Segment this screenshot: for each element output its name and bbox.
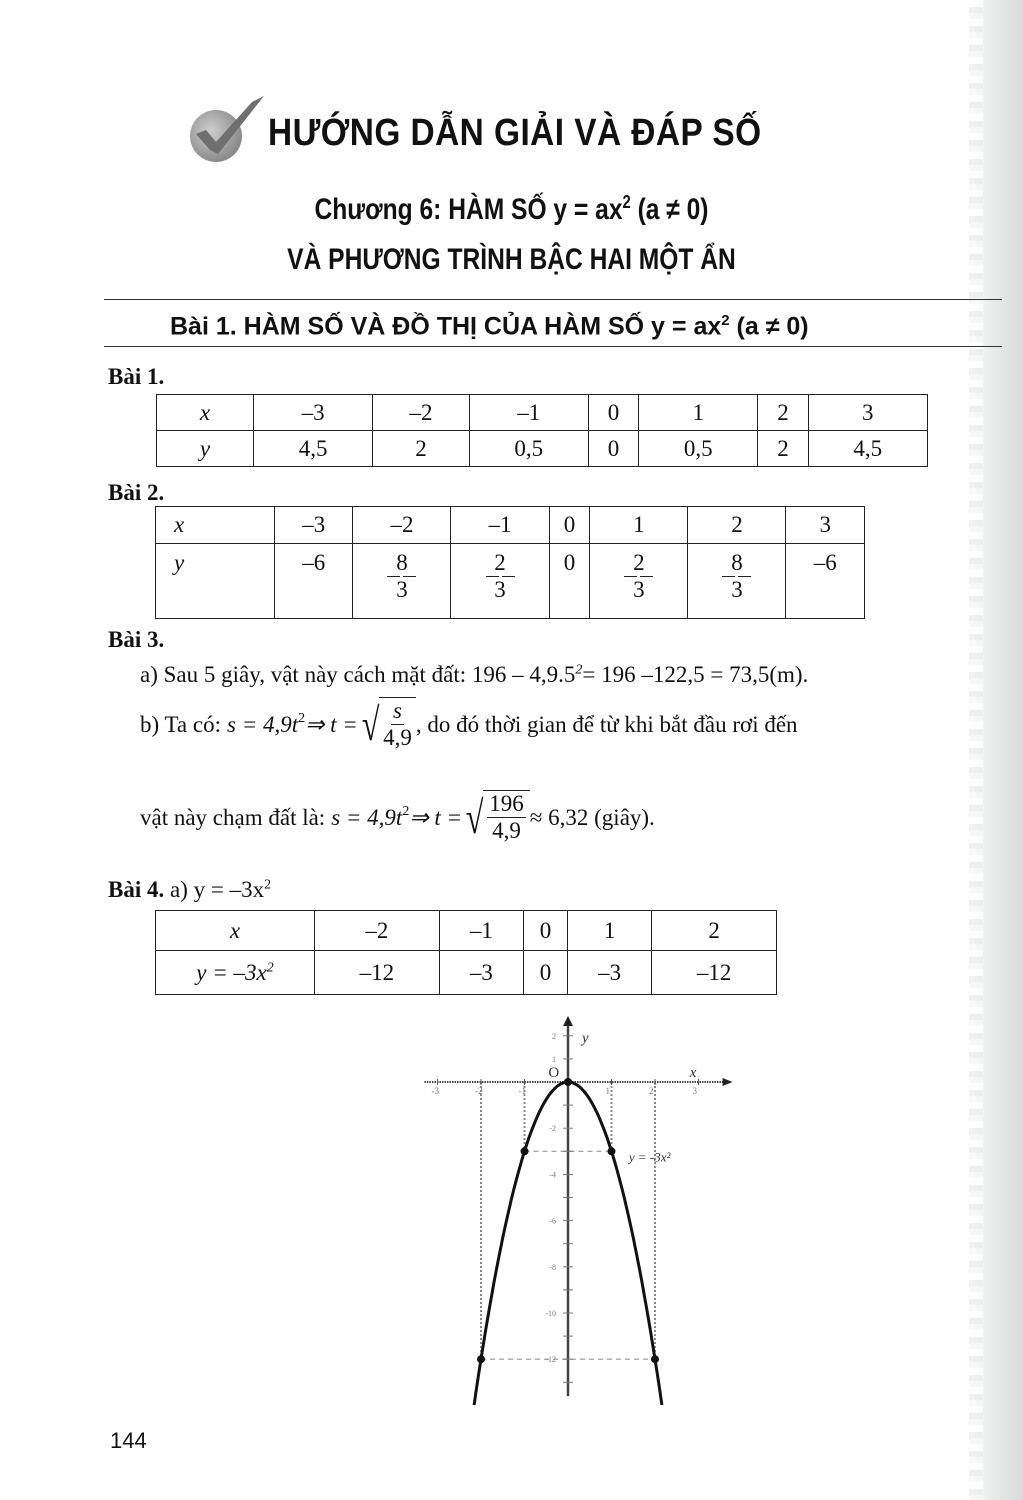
bai2-cell-x: 2 — [688, 507, 786, 544]
bai4-header-y — [156, 951, 315, 995]
bai1-cell-y: 2 — [758, 431, 808, 467]
radical-icon: √ — [465, 792, 484, 843]
radical-icon: √ — [361, 699, 380, 750]
bai4-row-y — [156, 951, 777, 995]
bai4-row-x — [156, 911, 777, 951]
chapter-title — [92, 192, 931, 227]
chapter-title-suffix: (a ≠ 0) — [630, 193, 709, 226]
bai4-label: Bài 4. — [108, 877, 165, 902]
bai2-table — [155, 506, 865, 619]
bai2-cell-y — [353, 544, 451, 619]
bai2-row-y — [156, 544, 865, 619]
bai3-b-formula: s = 4,9t — [227, 712, 299, 737]
page-title: HƯỚNG DẪN GIẢI VÀ ĐÁP SỐ — [268, 112, 762, 154]
data-point — [564, 1078, 572, 1086]
x-axis-label: x — [689, 1065, 697, 1081]
fraction-numerator: 8 — [396, 550, 408, 575]
data-point — [521, 1147, 529, 1155]
bai3-c-prefix: vật này chạm đất là: — [140, 805, 326, 830]
bai4-cell-y: 0 — [524, 951, 568, 995]
y-tick-label: -6 — [549, 1216, 556, 1226]
bai3-a-sup: 2 — [575, 662, 583, 678]
bai3-c-formula: s = 4,9t — [331, 805, 403, 830]
y-axis-arrow-icon — [563, 1016, 573, 1026]
y-axis-label: y — [582, 1030, 589, 1047]
bai2-cell-x: 1 — [590, 507, 688, 544]
bai4-header-x: x — [156, 911, 315, 951]
y-tick-label: -12 — [545, 1355, 556, 1365]
bai4-header-y-sup: 2 — [266, 959, 274, 975]
x-axis-arrow-icon — [723, 1078, 733, 1086]
y-tick-label: -4 — [549, 1170, 556, 1180]
data-point — [477, 1355, 485, 1363]
chapter-title-text: Chương 6: HÀM SỐ y = ax — [314, 193, 623, 226]
bai2-row-x — [156, 507, 865, 544]
y-tick-label: -8 — [549, 1262, 556, 1272]
bai1-cell-y: 0 — [588, 431, 638, 467]
section-title-text: Bài 1. HÀM SỐ VÀ ĐỒ THỊ CỦA HÀM SỐ y = ax — [170, 312, 722, 341]
bai1-cell-y: 4,5 — [254, 431, 373, 467]
x-tick-label: 1 — [605, 1086, 610, 1096]
bai2-cell-x: 3 — [786, 507, 865, 544]
bai2-header-x: x — [156, 507, 275, 544]
fraction-denominator: 3 — [396, 577, 408, 602]
bai3-label: Bài 3. — [108, 627, 165, 652]
bai1-label: Bài 1. — [108, 364, 165, 389]
bai3-c-suffix: ≈ 6,32 (giây). — [529, 805, 655, 830]
bai2-cell-y — [451, 544, 549, 619]
divider-top — [104, 299, 1002, 300]
section-title-sup: 2 — [721, 312, 730, 329]
bai3-c-num: 196 — [489, 791, 524, 816]
curve-label: y = -3x² — [628, 1149, 671, 1165]
bai1-cell-x: 2 — [758, 395, 808, 431]
bai4-cell-y: –3 — [567, 951, 651, 995]
section-title — [170, 312, 809, 341]
data-point — [608, 1147, 616, 1155]
bai1-cell-y: 2 — [373, 431, 469, 467]
divider-bottom — [104, 346, 1002, 347]
bai1-header-y: y — [157, 431, 254, 467]
bai3-c-den: 4,9 — [492, 818, 521, 843]
chapter-subtitle: VÀ PHƯƠNG TRÌNH BẬC HAI MỘT ẨN — [287, 243, 736, 276]
bai2-cell-y — [688, 544, 786, 619]
bai1-cell-x: –3 — [254, 395, 373, 431]
y-tick-label: -10 — [545, 1309, 556, 1318]
parabola-graph — [410, 1015, 740, 1405]
bai4-cell-x: –2 — [315, 911, 440, 951]
bai2-cell-x: 0 — [549, 507, 590, 544]
bai1-cell-y: 0,5 — [639, 431, 758, 467]
bai2-cell-x: –3 — [275, 507, 353, 544]
fraction — [624, 550, 653, 603]
bai1-cell-x: 0 — [588, 395, 638, 431]
bai4-cell-y: –12 — [315, 951, 440, 995]
bai1-cell-x: –2 — [373, 395, 469, 431]
bai2-header-y: y — [156, 544, 275, 619]
bai1-table — [156, 394, 928, 467]
bai2-cell-x: –2 — [353, 507, 451, 544]
x-tick-label: -2 — [475, 1086, 483, 1096]
data-point — [651, 1355, 659, 1363]
bai1-cell-x: 1 — [639, 395, 758, 431]
fraction-denominator: 3 — [633, 577, 645, 602]
fraction-numerator: 2 — [633, 550, 645, 575]
bai4-cell-x: 1 — [567, 911, 651, 951]
fraction — [486, 550, 515, 603]
page-edge-torn — [969, 0, 983, 1500]
page-number: 144 — [110, 1428, 147, 1453]
bai3-b-suffix: , do đó thời gian để từ khi bắt đầu rơi đến — [415, 712, 798, 737]
bai4-table — [155, 910, 777, 995]
bai3-a-text: a) Sau 5 giây, vật này cách mặt đất: 196 – 4,9.5 — [140, 662, 576, 687]
bai3-b-num: s — [392, 698, 402, 723]
bai3-b-arrow: ⇒ t = — [305, 712, 358, 737]
fraction-denominator: 3 — [731, 577, 743, 602]
checkmark-icon — [188, 94, 268, 164]
bai2-label: Bài 2. — [108, 480, 165, 505]
bai1-header-x: x — [157, 395, 254, 431]
x-tick-label: 2 — [649, 1086, 654, 1096]
bai4-header-y-text: y = –3x — [196, 959, 267, 985]
y-tick-label: 2 — [552, 1031, 556, 1041]
fraction — [722, 550, 751, 603]
fraction-numerator: 2 — [494, 550, 506, 575]
bai2-cell-x: –1 — [451, 507, 549, 544]
bai1-cell-x: 3 — [808, 395, 927, 431]
bai3-b-sup: 2 — [298, 711, 306, 726]
origin-label: O — [548, 1065, 560, 1081]
fraction-denominator: 3 — [494, 577, 506, 602]
bai2-cell-y: –6 — [786, 544, 865, 619]
fraction-numerator: 8 — [731, 550, 743, 575]
bai1-cell-y: 0,5 — [469, 431, 588, 467]
bai3-b-den: 4,9 — [383, 725, 412, 750]
bai4-sub-sup: 2 — [264, 877, 272, 893]
bai3-c-arrow: ⇒ t = — [409, 805, 463, 830]
bai4-cell-x: –1 — [439, 911, 523, 951]
bai3-b-sqrt — [358, 697, 416, 753]
section-title-suffix: (a ≠ 0) — [729, 312, 809, 341]
chapter-title-sup: 2 — [622, 192, 631, 212]
x-tick-label: -3 — [431, 1086, 439, 1096]
bai3-a-tail: = 196 –122,5 = 73,5(m). — [582, 662, 809, 687]
bai3-part-a — [140, 662, 808, 688]
bai4-cell-y: –12 — [652, 951, 777, 995]
bai4-cell-x: 0 — [524, 911, 568, 951]
bai1-row-x — [157, 395, 928, 431]
bai3-part-b — [140, 697, 798, 753]
y-tick-label: -2 — [549, 1124, 556, 1134]
bai2-cell-y — [590, 544, 688, 619]
fraction — [387, 550, 416, 603]
y-tick-label: 1 — [552, 1054, 556, 1064]
bai4-cell-x: 2 — [652, 911, 777, 951]
x-tick-label: -1 — [518, 1086, 526, 1096]
bai4-sub: a) y = –3x — [164, 877, 265, 902]
bai1-cell-x: –1 — [469, 395, 588, 431]
bai3-c-sqrt — [462, 790, 530, 846]
bai1-row-y — [157, 431, 928, 467]
x-tick-label: 3 — [692, 1086, 697, 1096]
bai1-cell-y: 4,5 — [808, 431, 927, 467]
bai3-part-c — [140, 790, 655, 846]
bai3-b-prefix: b) Ta có: — [140, 712, 221, 737]
bai4-heading — [108, 877, 271, 903]
bai4-cell-y: –3 — [439, 951, 523, 995]
bai2-cell-y: –6 — [275, 544, 353, 619]
bai2-cell-y: 0 — [549, 544, 590, 619]
bai3-c-sup: 2 — [402, 804, 410, 819]
